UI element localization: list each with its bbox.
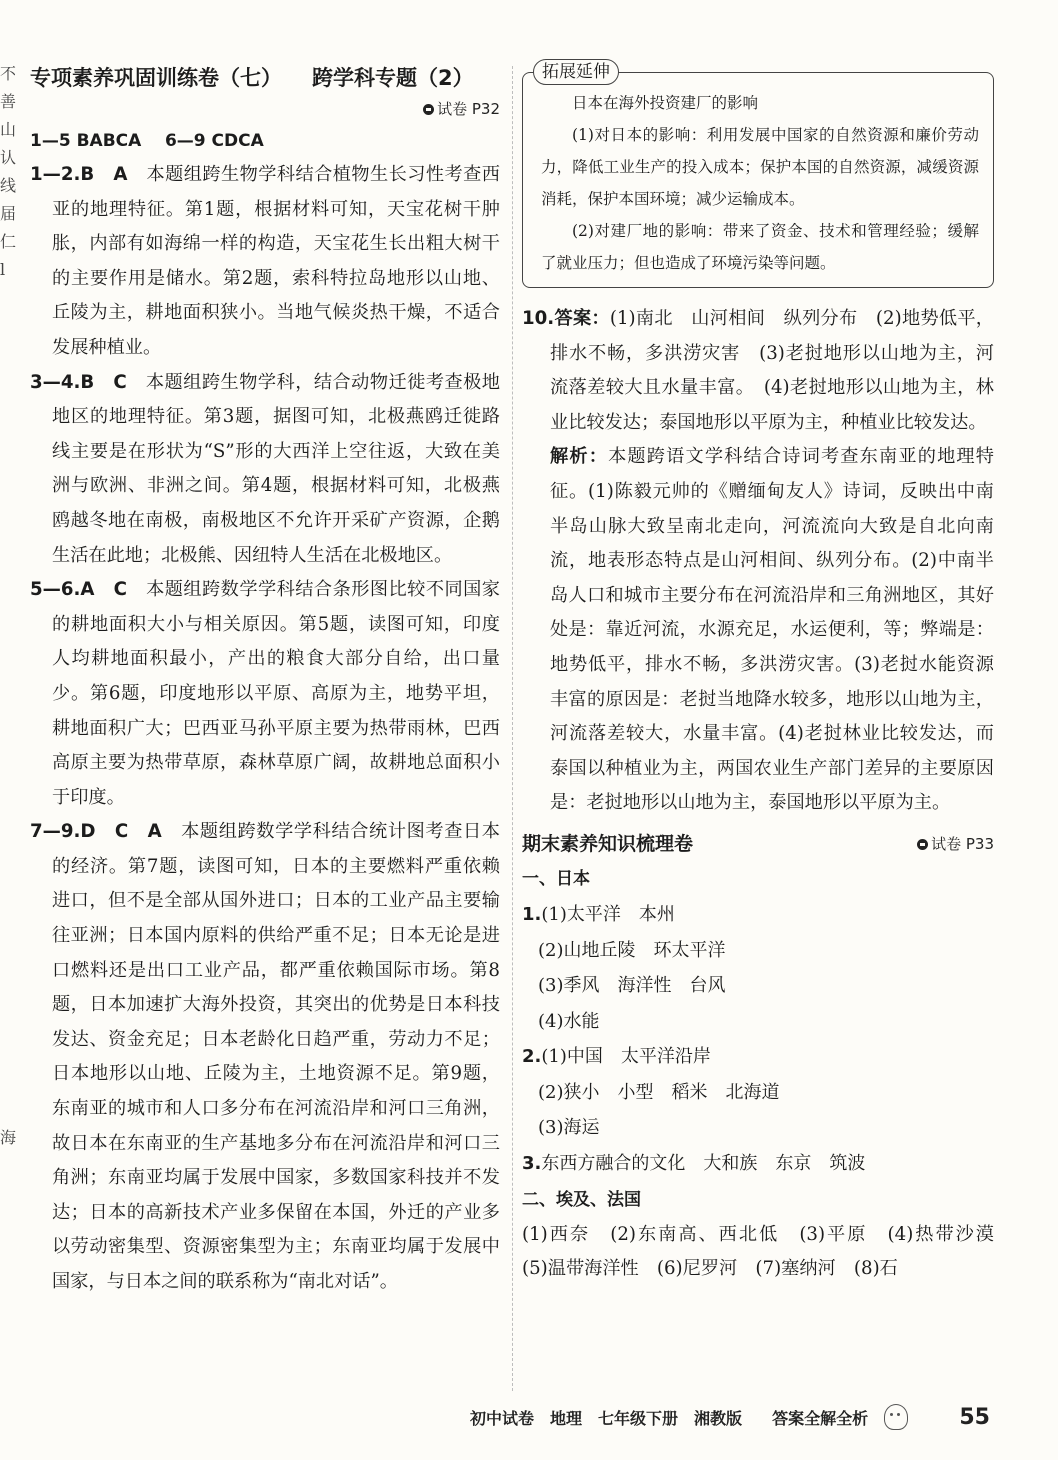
footer-series: 初中试卷 — [470, 1408, 535, 1428]
arrow-circle-icon — [423, 104, 434, 115]
edge-char: 届 — [0, 204, 17, 223]
paper-ref-text: 试卷 P32 — [437, 100, 500, 118]
item-text: (1)中国 太平洋沿岸 — [541, 1046, 711, 1068]
edge-char — [0, 704, 16, 732]
edge-char: l — [0, 260, 6, 279]
column-divider — [512, 66, 513, 1391]
subheading-egypt-france: 二、埃及、法国 — [522, 1189, 641, 1210]
list-item — [522, 968, 994, 1004]
edge-char — [0, 536, 16, 564]
answer-explanation: 本题组跨生物学科结合植物生长习性考查西亚的地理特征。第1题，根据材料可知，天宝花树干肿胀，内部有如海绵一样的构造，天宝花生长出粗大树干的主要作用是储水。第2题，索科特拉岛地形以山地、丘陵为主，耕地面积狭小。当地气候炎热干燥，不适合发展种植业。 — [52, 164, 500, 358]
extension-box — [522, 62, 994, 288]
edge-char — [0, 340, 16, 368]
item-text: 东西方融合的文化 大和族 东京 筑波 — [541, 1153, 866, 1175]
q10-answer-text: (1)南北 山河相间 纵列分布 (2)地势低平，排水不畅，多洪涝灾害 (3)老挝地形以山地为主，河流落差较大且水量丰富。 (4)老挝地形以山地为主，林业比较发达；泰国地形以平原为主，种植业比较发达。 — [550, 308, 994, 433]
item-text: (2)山地丘陵 环太平洋 — [538, 939, 726, 961]
section-ref-text: 试卷 P33 — [931, 834, 994, 853]
edge-char — [0, 872, 16, 900]
item-number: 2. — [522, 1046, 542, 1068]
edge-char: 山 — [0, 120, 17, 139]
item-text: (4)水能 — [538, 1010, 600, 1032]
edge-char: 善 — [0, 92, 17, 111]
left-column — [30, 60, 500, 1300]
extension-point-2: (2)对建厂地的影响：带来了资金、技术和管理经验；缓解了就业压力；但也造成了环境污染等问题。 — [541, 222, 979, 272]
item-text: (3)季风 海洋性 台风 — [538, 975, 726, 997]
list-item — [522, 1004, 994, 1040]
exam-title-row — [30, 60, 500, 94]
edge-char — [0, 928, 16, 956]
answer-paragraph-3 — [30, 573, 500, 815]
edge-char: 线 — [0, 176, 17, 195]
left-edge-strip — [0, 60, 16, 1152]
edge-char — [0, 592, 16, 620]
section-title: 期末素养知识梳理卷 — [522, 832, 694, 855]
analysis-label: 解析： — [550, 446, 609, 468]
answer-explanation: 本题组跨生物学科，结合动物迁徙考查极地地区的地理特征。第3题，据图可知，北极燕鸥迁徙路线主要是在形状为“S”形的大西洋上空往返，大致在美洲与欧洲、非洲之间。第4题，根据材料可知，北极燕鸥越冬地在南极，南极地区不允许开采矿产资源，企鹅生活在此地；北极熊、因纽特人生活在北极地区。 — [52, 371, 500, 566]
answer-paragraph-2 — [30, 366, 500, 574]
page-number: 55 — [959, 1404, 990, 1430]
edge-char — [0, 956, 16, 984]
extension-heading: 日本在海外投资建厂的影响 — [572, 94, 759, 112]
edge-char — [0, 480, 16, 508]
footer-edition: 湘教版 — [694, 1408, 743, 1428]
question-range-label: 5—6.A C — [30, 579, 127, 601]
answer-key-line: 1—5 BABCA 6—9 CDCA — [30, 131, 264, 151]
question-range-label: 3—4.B C — [30, 371, 127, 393]
section-title-row — [522, 827, 994, 861]
edge-char — [0, 508, 16, 536]
list-item — [522, 933, 994, 969]
list-item — [522, 1146, 994, 1182]
q10-analysis — [522, 440, 994, 821]
list-item — [522, 1110, 994, 1146]
edge-char — [0, 816, 16, 844]
item-number: 3. — [522, 1153, 542, 1175]
edge-char — [0, 396, 16, 424]
subheading-japan: 一、日本 — [522, 868, 590, 889]
item-number: 1. — [522, 903, 542, 925]
item-text: (3)海运 — [538, 1117, 600, 1139]
footer-subject: 地理 — [550, 1408, 583, 1428]
edge-char: 海 — [0, 1128, 17, 1147]
list-item — [522, 897, 994, 933]
extension-point-1: (1)对日本的影响：利用发展中国家的自然资源和廉价劳动力，降低工业生产的投入成本；保护本国的自然资源，减缓资源消耗，保护本国环境；减少运输成本。 — [541, 126, 979, 208]
edge-char: 不 — [0, 64, 17, 83]
question-range-label: 7—9.D C A — [30, 821, 162, 843]
edge-char — [0, 984, 16, 1012]
mascot-icon — [884, 1404, 908, 1430]
q10-answer — [522, 302, 994, 440]
paper-ref — [30, 94, 500, 124]
edge-char — [0, 676, 16, 704]
edge-char: 仁 — [0, 232, 17, 251]
answer-paragraph-4 — [30, 815, 500, 1299]
exam-title: 专项素养巩固训练卷（七） — [30, 66, 282, 90]
edge-char — [0, 312, 16, 340]
footer-grade: 七年级下册 — [598, 1408, 679, 1428]
japan-answer-list — [522, 897, 994, 1182]
extension-box-label: 拓展延伸 — [533, 59, 619, 85]
answer-paragraph-1 — [30, 158, 500, 366]
answer-explanation: 本题组跨数学学科结合统计图考查日本的经济。第7题，读图可知，日本的主要燃料严重依赖进口，但不是全部从国外进口；日本的工业产品主要输往亚洲；日本国内原料的供给严重不足；日本无论是进口燃料还是出口工业产品，都严重依赖国际市场。第8题，日本加速扩大海外投资，其突出的优势是日本科技发达、资金充足；日本老龄化日趋严重，劳动力不足；日本地形以山地、丘陵为主，土地资源不足。第9题，东南亚的城市和人口多分布在河流沿岸和河口三角洲，故日本在东南亚的生产基地多分布在河流沿岸和河口三角洲；东南亚均属于发展中国家，多数国家科技并不发达；日本的高新技术产业多保留在本国，外迁的产业多以劳动密集型、资源密集型为主；东南亚均属于发展中国家，与日本之间的联系称为“南北对话”。 — [52, 821, 500, 1292]
section-ref — [917, 827, 994, 861]
edge-char — [0, 844, 16, 872]
footer-tag: 答案全解全析 — [772, 1408, 869, 1428]
analysis-text: 本题跨语文学科结合诗词考查东南亚的地理特征。(1)陈毅元帅的《赠缅甸友人》诗词，反映出中南半岛山脉大致呈南北走向，河流流向大致是自北向南流，地表形态特点是山河相间、纵列分布。(2)中南半岛人口和城市主要分布在河流沿岸和三角洲地区，其好处是：靠近河流，水源充足，水运便利，等；弊端是：地势低平，排水不畅，多洪涝灾害。(3)老挝水能资源丰富的原因是：老挝当地降水较多，地形以山地为主，河流落差较大，水量丰富。(4)老挝林业比较发达，而泰国以种植业为主，两国农业生产部门差异的主要原因是：老挝地形以山地为主，泰国地形以平原为主。 — [550, 446, 994, 814]
edge-char — [0, 1068, 16, 1096]
edge-char — [0, 620, 16, 648]
edge-char — [0, 900, 16, 928]
edge-char — [0, 1012, 16, 1040]
right-column — [522, 60, 1013, 1287]
edge-char — [0, 564, 16, 592]
arrow-circle-icon — [917, 839, 928, 850]
exam-subtitle: 跨学科专题（2） — [312, 66, 474, 90]
edge-char — [0, 760, 16, 788]
edge-char — [0, 452, 16, 480]
item-text: (1)太平洋 本州 — [541, 903, 675, 925]
edge-char — [0, 424, 16, 452]
egypt-france-answers: (1)西奈 (2)东南高、西北低 (3)平原 (4)热带沙漠 (5)温带海洋性 (6)尼罗河 (7)塞纳河 (8)石 — [522, 1223, 1013, 1280]
edge-char — [0, 732, 16, 760]
page-footer — [470, 1404, 990, 1430]
edge-char — [0, 368, 16, 396]
answer-explanation: 本题组跨数学学科结合条形图比较不同国家的耕地面积大小与相关原因。第5题，读图可知，印度人均耕地面积最小，产出的粮食大部分自给，出口量少。第6题，印度地形以平原、高原为主，地势平坦，耕地面积广大；巴西亚马孙平原主要为热带雨林，巴西高原主要为热带草原，森林草原广阔，故耕地总面积小于印度。 — [52, 579, 500, 808]
edge-char: 认 — [0, 148, 17, 167]
edge-char — [0, 1096, 16, 1124]
edge-char — [0, 1040, 16, 1068]
item-text: (2)狭小 小型 稻米 北海道 — [538, 1081, 780, 1103]
question-range-label: 1—2.B A — [30, 164, 128, 185]
list-item — [522, 1075, 994, 1111]
list-item — [522, 1039, 994, 1075]
edge-char — [0, 788, 16, 816]
edge-char — [0, 648, 16, 676]
edge-char — [0, 284, 16, 312]
q10-label: 10.答案： — [522, 308, 610, 329]
